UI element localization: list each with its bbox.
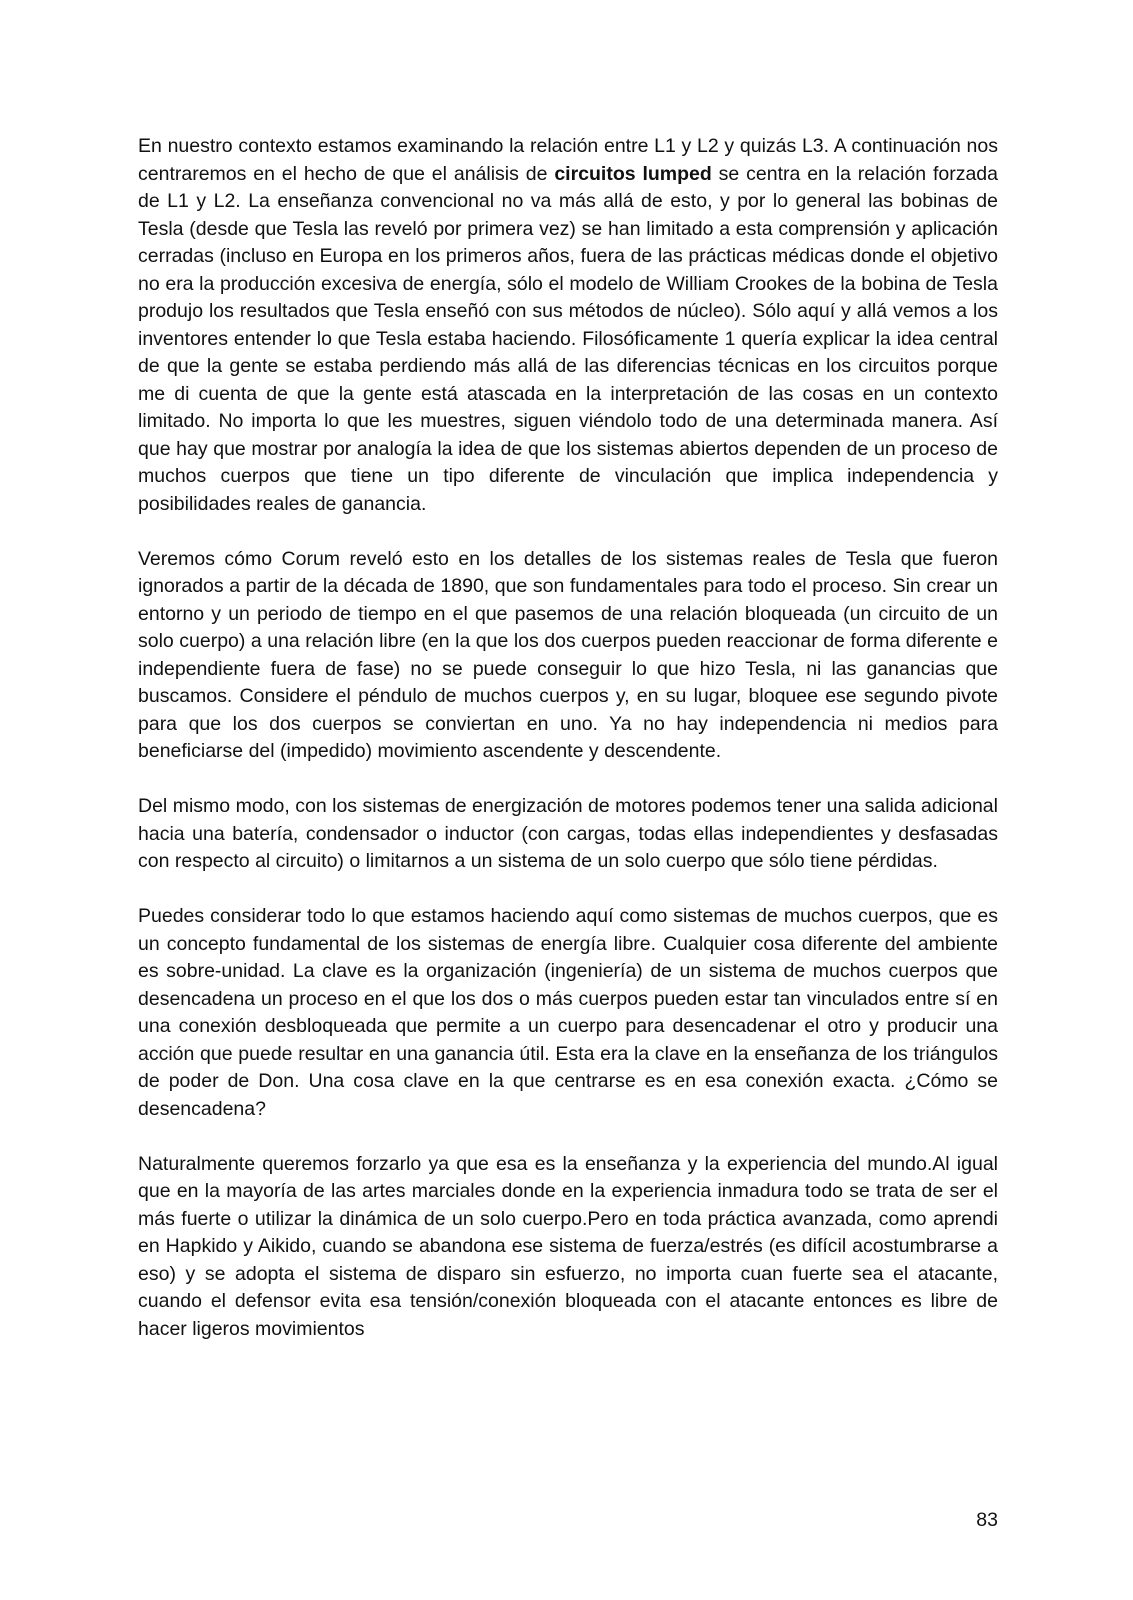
paragraph-1-text-start: En nuestro contexto estamos examinando la relación entre L1 y L2 y quizás L3. A continuación nos centraremos en el hecho de que el análisis de [138,135,998,185]
paragraph-4: Puedes considerar todo lo que estamos haciendo aquí como sistemas de muchos cuerpos, que es un concepto fundamental de los sistemas de energía libre. Cualquier cosa diferente del ambiente es sobre-unidad. La clave es la organización (ingeniería) de un sistema de muchos cuerpos que desencadena un proceso en el que los dos o más cuerpos pueden estar tan vinculados entre sí en una conexión desbloqueada que permite a un cuerpo para desencadenar el otro y producir una acción que puede resultar en una ganancia útil. Esta era la clave en la enseñanza de los triángulos de poder de Don. Una cosa clave en la que centrarse es en esa conexión exacta. ¿Cómo se desencadena? [138,905,998,1120]
paragraph-5: Naturalmente queremos forzarlo ya que esa es la enseñanza y la experiencia del mundo.Al igual que en la mayoría de las artes marciales donde en la experiencia inmadura todo se trata de ser el más fuerte o utilizar la dinámica de un solo cuerpo.Pero en toda práctica avanzada, como aprendi en Hapkido y Aikido, cuando se abandona ese sistema de fuerza/estrés (es difícil acostumbrarse a eso) y se adopta el sistema de disparo sin esfuerzo, no importa cuan fuerte sea el atacante, cuando el defensor evita esa tensión/conexión bloqueada con el atacante entonces es libre de hacer ligeros movimientos [138,1152,998,1340]
bold-term-circuitos-lumped: circuitos lumped [554,162,712,185]
page-number: 83 [976,1509,998,1531]
page-body [138,133,998,1343]
paragraph-3: Del mismo modo, con los sistemas de energización de motores podemos tener una salida adicional hacia una batería, condensador o inductor (con cargas, todas ellas independientes y desfasadas con respecto al circuito) o limitarnos a un sistema de un solo cuerpo que sólo tiene pérdidas. [138,795,998,872]
paragraph-1 [138,133,998,518]
paragraph-2: Veremos cómo Corum reveló esto en los detalles de los sistemas reales de Tesla que fueron ignorados a partir de la década de 1890, que son fundamentales para todo el proceso. Sin crear un entorno y un periodo de tiempo en el que pasemos de una relación bloqueada (un circuito de un solo cuerpo) a una relación libre (en la que los dos cuerpos pueden reaccionar de forma diferente e independiente fuera de fase) no se puede conseguir lo que hizo Tesla, ni las ganancias que buscamos. Considere el péndulo de muchos cuerpos y, en su lugar, bloquee ese segundo pivote para que los dos cuerpos se conviertan en uno. Ya no hay independencia ni medios para beneficiarse del (impedido) movimiento ascendente y descendente. [138,547,998,762]
paragraph-1-text-end: se centra en la relación forzada de L1 y L2. La enseñanza convencional no va más allá de esto, y por lo general las bobinas de Tesla (desde que Tesla las reveló por primera vez) se han limitado a esta comprensión y aplicación cerradas (incluso en Europa en los primeros años, fuera de las prácticas médicas donde el objetivo no era la producción excesiva de energía, sólo el modelo de William Crookes de la bobina de Tesla produjo los resultados que Tesla enseñó con sus métodos de núcleo). Sólo aquí y allá vemos a los inventores entender lo que Tesla estaba haciendo. Filosóficamente 1 quería explicar la idea central de que la gente se estaba perdiendo más allá de las diferencias técnicas en los circuitos porque me di cuenta de que la gente está atascada en la interpretación de las cosas en un contexto limitado. No importa lo que les muestres, siguen viéndolo todo de una determinada manera. Así que hay que mostrar por analogía la idea de que los sistemas abiertos dependen de un proceso de muchos cuerpos que tiene un tipo diferente de vinculación que implica independencia y posibilidades reales de ganancia. [138,162,998,515]
